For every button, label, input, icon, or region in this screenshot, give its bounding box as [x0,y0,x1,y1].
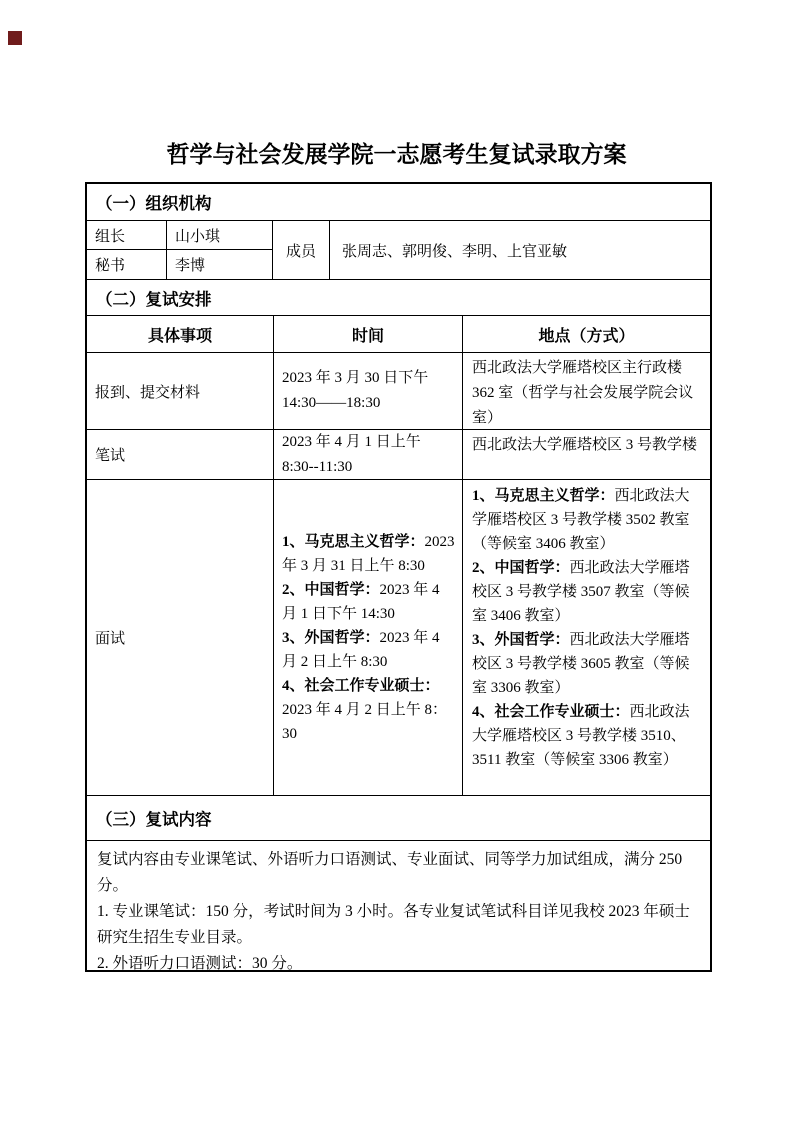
interview-place-1: 1、马克思主义哲学：西北政法大学雁塔校区 3 号教学楼 3502 教室（等候室 3406 教室） [472,488,690,552]
leader-name: 山小琪 [167,221,272,250]
written-exam-time: 2023 年 4 月 1 日上午 8:30--11:30 [273,430,462,479]
column-header-place: 地点（方式） [462,316,710,352]
members-label: 成员 [272,221,329,279]
members-names: 张周志、郭明俊、李明、上官亚敏 [329,221,710,279]
table-row-written-exam [87,429,710,479]
checkin-place: 西北政法大学雁塔校区主行政楼 362 室（哲学与社会发展学院会议室） [462,353,710,429]
interview-place-4: 4、社会工作专业硕士：西北政法大学雁塔校区 3 号教学楼 3510、3511 教室（等候室 3306 教室） [472,704,690,768]
section-org-heading-row [87,184,710,220]
written-exam-place: 西北政法大学雁塔校区 3 号教学楼 [462,430,710,479]
section-org-heading: （一）组织机构 [96,195,212,213]
section-schedule-heading: （二）复试安排 [96,290,212,309]
checkin-item: 报到、提交材料 [95,384,201,401]
plan-table [85,182,712,972]
org-name-column [166,221,272,279]
interview-time-4: 4、社会工作专业硕士：2023 年 4 月 2 日上午 8：30 [282,677,448,742]
interview-place-2: 2、中国哲学：西北政法大学雁塔校区 3 号教学楼 3507 教室（等候室 3406 教室） [472,560,690,624]
content-line-3: 2. 外语听力口语测试：30 分。 [97,955,303,970]
interview-time-1: 1、马克思主义哲学：2023 年 3 月 31 日上午 8:30 [282,533,455,574]
column-header-item: 具体事项 [147,327,212,345]
org-members-row [87,220,710,279]
column-header-time: 时间 [273,316,462,352]
interview-place-3: 3、外国哲学：西北政法大学雁塔校区 3 号教学楼 3605 教室（等候室 3306 教室） [472,632,690,696]
secretary-name: 李博 [175,258,206,274]
interview-item: 面试 [95,631,126,647]
page-title: 哲学与社会发展学院一志愿考生复试录取方案 [166,141,627,167]
interview-time-2: 2、中国哲学：2023 年 4 月 1 日下午 14:30 [282,581,440,622]
interview-times [273,480,462,795]
section-content-heading-row [87,795,710,840]
content-line-1: 复试内容由专业课笔试、外语听力口语测试、专业面试、同等学力加试组成，满分 250 分。 [97,851,683,894]
content-row [87,840,710,970]
leader-label: 组长 [87,221,166,250]
section-schedule-heading-row [87,279,710,315]
checkin-time: 2023 年 3 月 30 日下午 14:30——18:30 [273,353,462,429]
interview-places [462,480,710,795]
table-row-checkin [87,352,710,429]
schedule-header-row [87,315,710,352]
table-row-interview [87,479,710,795]
red-marker [8,31,22,45]
secretary-label: 秘书 [95,258,126,274]
written-exam-item: 笔试 [95,448,126,464]
interview-time-3: 3、外国哲学：2023 年 4 月 2 日上午 8:30 [282,629,440,670]
org-role-column [87,221,166,279]
review-content [87,841,710,970]
content-line-2: 1. 专业课笔试：150 分，考试时间为 3 小时。各专业复试笔试科目详见我校 2023 年硕士研究生招生专业目录。 [97,903,690,946]
section-content-heading: （三）复试内容 [96,811,212,829]
